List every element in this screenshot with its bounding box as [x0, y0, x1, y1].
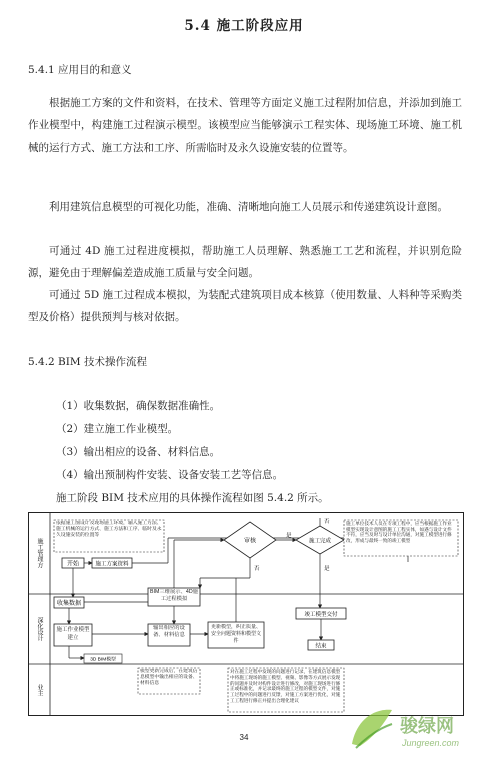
list-item-3: （3）输出相应的设备、材料信息。 [56, 446, 221, 458]
leaf-logo-icon [346, 700, 476, 755]
section-heading-542: 5.4.2 BIM 技术操作流程 [28, 356, 148, 368]
list-item-2: （2）建立施工作业模型。 [56, 423, 179, 435]
watermark-url: Jungreen.com [402, 738, 460, 748]
lane-label: 施工管理方 [36, 538, 42, 568]
yes-label: 是 [324, 566, 330, 572]
pass-label: 是 [286, 533, 292, 539]
plan-label: 施工方案资料 [95, 561, 129, 568]
output-label: 输出相应的设备、材料信息 [153, 625, 185, 638]
end-label: 结束 [315, 643, 327, 650]
lane-label: 深化设计 [36, 617, 42, 641]
paragraph-4: 可通过 5D 施工过程成本模拟，为装配式建筑项目成本核算（使用数量、人料种等采购类型及价格）提供预判与核对依据。 [28, 289, 462, 324]
page-number: 34 [239, 733, 249, 742]
list-item-4: （4）输出预制构件安装、设备安装工艺等信息。 [56, 469, 284, 481]
fail-label: 否 [254, 566, 260, 572]
no-label: 否 [324, 519, 330, 525]
section-heading-541: 5.4.1 应用目的和意义 [28, 64, 132, 76]
note-text: 对在施工过程中发现的问题进行记录，在建筑信息模型中将施工现场的施工模型、视频、影像等方式展示发现的问题并及时对构件设计进行修改，对施工现场进行修正或标准化，并记录最终的施工过程的模型文件，对施工过程中的问题进行反馈，对施工方案进行优化，对施工工程进行修正并提出合理化建议 [230, 669, 341, 703]
model-label: 施工作业模型建立 [56, 627, 90, 641]
note-text: 施工单位技术人员在专项工程中，应当根据施工作业模型实现设计意图的施工工程实体，如遇与设计文件不符，应当及时与设计单位沟通，对施工模型进行修改，形成与最终一致的竣工模型 [346, 521, 452, 543]
collect-label: 收集数据 [56, 601, 82, 607]
update-label: 更新模型，纠正质量、安全问题资料和模型文件 [210, 624, 261, 644]
done-label: 施工完成 [308, 538, 332, 545]
paragraph-3: 可通过 4D 施工过程进度模拟，帮助施工人员理解、熟悉施工工艺和流程，并识别危险源，避免由于理解偏差造成施工质量与安全问题。 [28, 245, 462, 280]
deliver-label: 竣工模型交付 [304, 612, 338, 618]
note-text: 模型更新完成后，在建筑信息模型中输出相应的设备、材料信息 [140, 669, 198, 686]
note-text: 依据施工图设计及现场施工环境，输入施工方法、施工机械的运行方式、施工方法和工序、临时及永久设施安装的位置等 [56, 521, 162, 538]
start-label: 开始 [66, 561, 80, 568]
sim-label: BIM三维展示、4D施工过程模拟 [150, 589, 198, 602]
list-item-1: （1）收集数据，确保数据准确性。 [56, 400, 221, 412]
review-label: 审核 [243, 538, 257, 545]
paragraph-1: 根据施工方案的文件和资料，在技术、管理等方面定义施工过程附加信息，并添加到施工作业模型中，构建施工过程演示模型。该模型应当能够演示工程实体、现场施工环境、施工机械的运行方式、施工方法和工序、所需临时及永久设施安装的位置等。 [28, 97, 462, 154]
bimfile-label: 3D BIM模型 [90, 657, 116, 663]
figure-caption: 施工阶段 BIM 技术应用的具体操作流程如图 5.4.2 所示。 [56, 492, 329, 504]
page-title: 5.4 施工阶段应用 [184, 18, 304, 34]
watermark-brand: 骏绿网 [400, 716, 454, 737]
lane-label: 业主 [36, 684, 42, 696]
watermark-logo [346, 700, 476, 755]
paragraph-2: 利用建筑信息模型的可视化功能，准确、清晰地向施工人员展示和传递建筑设计意图。 [49, 201, 448, 213]
flowchart [28, 512, 464, 716]
